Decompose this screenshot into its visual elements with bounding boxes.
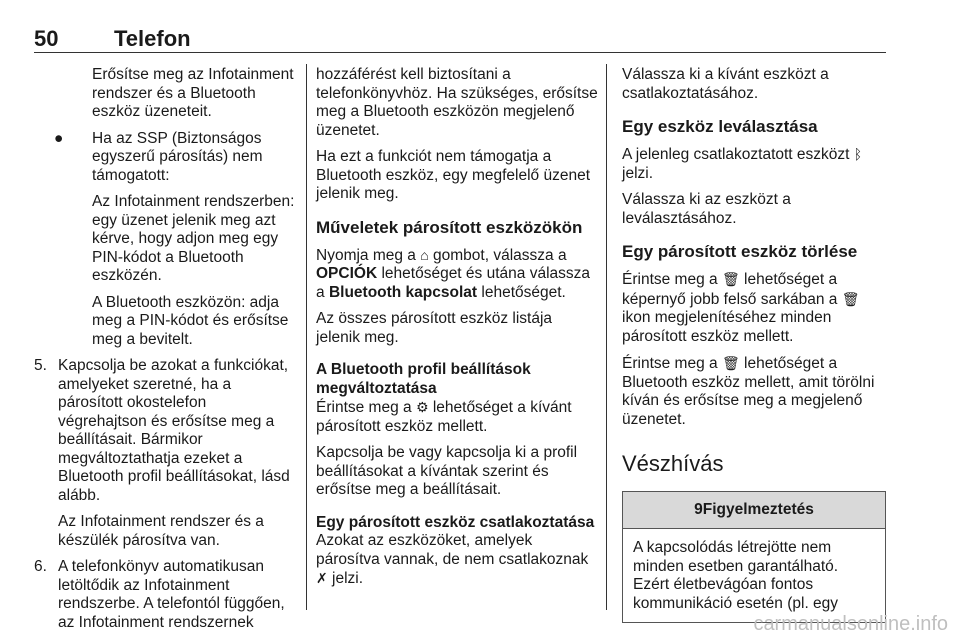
numbered-item-5: [34, 357, 298, 505]
text: jelzi.: [332, 570, 364, 587]
text: Érintse meg a: [622, 271, 718, 288]
section-heading: Műveletek párosított eszközökön: [316, 217, 583, 237]
paragraph: [316, 532, 598, 589]
item-number: 5.: [34, 357, 47, 374]
paragraph: Erősítse meg az Infotainment rendszer és a Bluetooth eszköz üzeneteit.: [92, 66, 294, 120]
text: Nyomja meg a: [316, 246, 416, 264]
settings-icon: ⚙: [415, 399, 429, 415]
warning-body: A kapcsolódás létrejötte nem minden esetben garantálható. Ezért életbevágóan fontos kommunikáció esetén (pl. egy: [633, 539, 839, 612]
warning-box: [622, 491, 886, 623]
paragraph: Az összes párosított eszköz listája jelenik meg.: [316, 310, 553, 346]
sub-heading: A Bluetooth profil beállítások megváltoztatása: [316, 361, 531, 397]
paragraph: [316, 398, 598, 436]
paragraph: [622, 354, 886, 429]
chapter-heading: Vészhívás: [622, 451, 724, 476]
text: Érintse meg a: [316, 399, 412, 416]
text: jelzi.: [622, 164, 654, 182]
column-divider-1: [306, 64, 307, 610]
page-title: Telefon: [114, 26, 191, 51]
item-text: A telefonkönyv automatikusan letöltődik az Infotainment rendszerbe. A telefontól függően, az Infotainment rendszernek: [58, 558, 285, 631]
paragraph: Válassza ki az eszközt a leválasztásához.: [622, 191, 791, 227]
numbered-item-6: [34, 558, 298, 632]
item-text: Kapcsolja be azokat a funkciókat, amelyeket szeretné, ha a párosított okostelefon végrehajtson és erősítse meg a beállításait. Bármikor megváltoztathatja ezeket a Bluetooth profil beállításokat, lásd alább.: [58, 357, 290, 504]
column-1: [34, 66, 298, 640]
paragraph: Ha ezt a funkciót nem támogatja a Bluetooth eszköz, egy megfelelő üzenet jelenik meg.: [316, 148, 591, 202]
sub-heading: Egy párosított eszköz csatlakoztatása: [316, 513, 595, 531]
column-divider-2: [606, 64, 607, 610]
text: lehetőséget a Bluetooth eszköz mellett, amit törölni kíván és erősítse meg a megjelenő üzenetet.: [622, 355, 875, 428]
paragraph: [622, 145, 886, 183]
paragraph: [316, 246, 598, 303]
text: gombot, válassza a: [433, 246, 567, 264]
keyword: OPCIÓK: [316, 265, 378, 282]
text: Azokat az eszközöket, amelyek párosítva vannak, de nem csatlakoznak: [316, 532, 589, 568]
text: lehetőséget a képernyő jobb felső sarkában a: [622, 271, 838, 308]
text: lehetőséget.: [481, 283, 566, 301]
column-2: [316, 66, 598, 597]
paragraph: hozzáférést kell biztosítani a telefonkönyvhöz. Ha szükséges, erősítse meg a Bluetooth eszközön megjelenő üzenetet.: [316, 66, 598, 139]
header-rule: [34, 52, 886, 53]
section-heading: Egy eszköz leválasztása: [622, 117, 818, 136]
trash-icon: 🗑: [721, 355, 740, 371]
text: Érintse meg a: [622, 355, 718, 372]
paragraph: Az Infotainment rendszer és a készülék párosítva van.: [58, 513, 264, 549]
paragraph: Az Infotainment rendszerben: egy üzenet jelenik meg azt kérve, hogy adjon meg egy PIN-kódot a Bluetooth eszközén.: [92, 193, 295, 284]
warning-icon: 9: [694, 501, 703, 518]
bluetooth-icon: ᛒ: [853, 146, 863, 162]
paragraph: A Bluetooth eszközön: adja meg a PIN-kódot és erősítse meg a bevitelt.: [92, 293, 289, 348]
disconnected-icon: ✗: [316, 570, 328, 586]
warning-title: Figyelmeztetés: [702, 501, 814, 518]
text: A jelenleg csatlakoztatott eszközt: [622, 146, 850, 163]
warning-header: [623, 492, 885, 529]
bullet-item: [34, 130, 298, 186]
bullet-text: Ha az SSP (Biztonságos egyszerű párosítás) nem támogatott:: [92, 129, 263, 184]
column-3: [622, 66, 886, 623]
paragraph: Válassza ki a kívánt eszközt a csatlakoztatásához.: [622, 66, 829, 102]
page-header: [34, 26, 886, 52]
home-icon: ⌂: [420, 246, 429, 263]
text: lehetőséget és utána válassza a: [316, 265, 590, 301]
section-heading: Egy párosított eszköz törlése: [622, 242, 858, 261]
trash-icon: 🗑: [841, 290, 860, 307]
trash-icon: 🗑: [721, 271, 740, 287]
bullet-mark: ●: [54, 129, 64, 147]
paragraph: Kapcsolja be vagy kapcsolja ki a profil beállításokat a kívántak szerint és erősítse meg a beállításait.: [316, 444, 578, 498]
paragraph: [622, 270, 886, 346]
text: lehetőséget a kívánt párosított eszköz mellett.: [316, 399, 572, 435]
text: ikon megjelenítéséhez minden párosított eszköz mellett.: [622, 309, 832, 345]
page-number: 50: [34, 26, 59, 51]
watermark: carmanualsonline.info: [753, 613, 948, 635]
item-number: 6.: [34, 558, 47, 575]
keyword: Bluetooth kapcsolat: [328, 283, 478, 301]
